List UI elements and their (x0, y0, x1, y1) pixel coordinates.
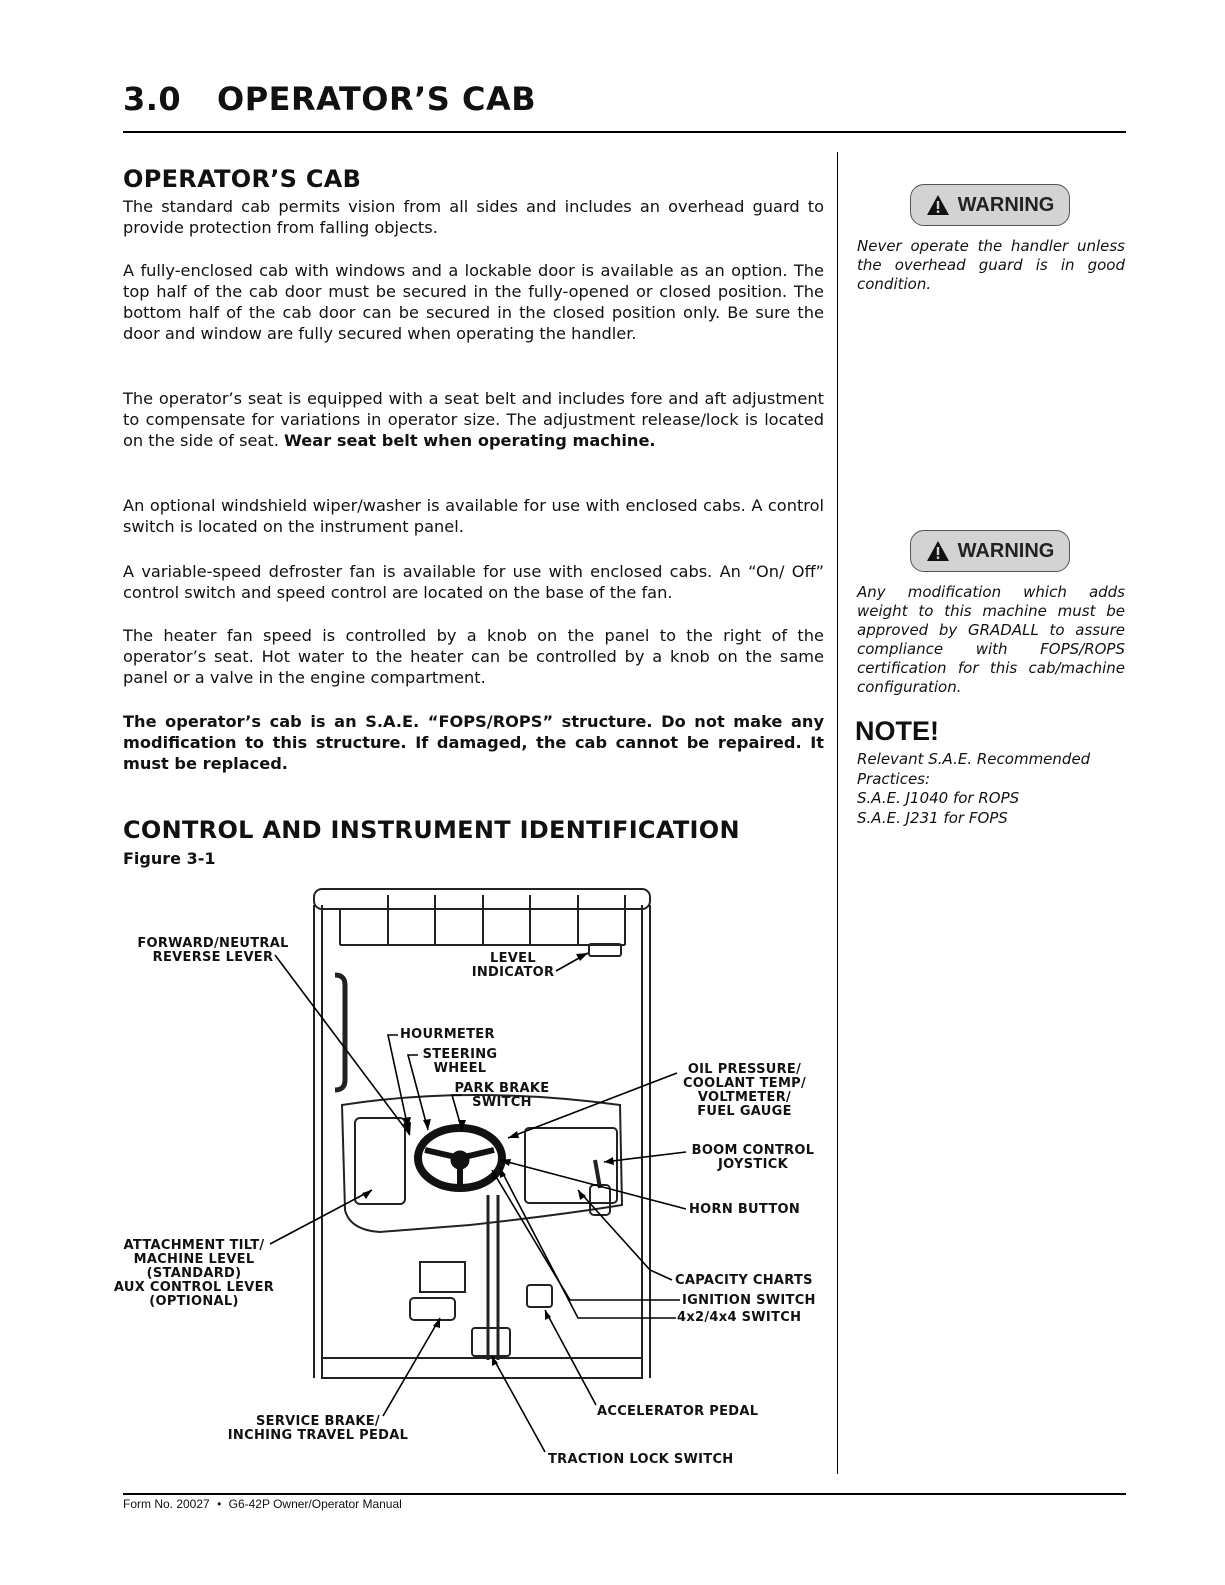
label-level-indicator (463, 952, 563, 980)
footer-separator: • (217, 1497, 222, 1511)
note-heading: NOTE! (855, 716, 939, 746)
label-ignition-switch: IGNITION SWITCH (682, 1293, 816, 1308)
label-line: REVERSE LEVER (152, 950, 274, 965)
label-line: INDICATOR (471, 965, 555, 980)
seat-belt-warning: Wear seat belt when operating machine. (284, 431, 656, 450)
cab-paragraph-5: A variable-speed defroster fan is available for use with enclosed cabs. An “On/ Off” control switch and speed control are located on the base of the fan. (123, 562, 824, 602)
note-line: Relevant S.A.E. Recommended (857, 750, 1091, 768)
label-line: COOLANT TEMP/ (682, 1076, 807, 1091)
label-boom-control-joystick (688, 1144, 818, 1172)
section-number: 3.0 (123, 80, 182, 118)
label-line: BOOM CONTROL (691, 1143, 815, 1158)
traction-lock-pedal (472, 1328, 510, 1356)
note-line: S.A.E. J231 for FOPS (857, 808, 1008, 827)
label-4x2-4x4-switch: 4x2/4x4 SWITCH (677, 1310, 802, 1325)
right-cab-post (642, 905, 650, 1378)
label-horn-button: HORN BUTTON (689, 1202, 801, 1217)
note-line: Practices: (857, 769, 931, 788)
section-title-text: OPERATOR’S CAB (217, 80, 537, 118)
footer-rule (123, 1493, 1126, 1495)
label-line: OIL PRESSURE/ (687, 1062, 802, 1077)
label-attachment-tilt (110, 1239, 278, 1309)
label-line: JOYSTICK (718, 1157, 788, 1172)
label-capacity-charts: CAPACITY CHARTS (675, 1273, 813, 1288)
cab-heading: OPERATOR’S CAB (123, 165, 362, 193)
label-line: WHEEL (433, 1061, 487, 1076)
steering-wheel-shape (418, 1128, 502, 1188)
label-forward-neutral-reverse-lever (133, 937, 293, 965)
seat-text: The operator’s seat is equipped with a seat belt and includes fore and aft adjustment to compensate for variations in operator size. The adjustment release/lock is located on the side of seat. (123, 389, 824, 450)
label-oil-pressure-gauges (677, 1063, 812, 1119)
brake-pedal-bracket (420, 1262, 465, 1292)
label-line: INCHING TRAVEL PEDAL (227, 1428, 409, 1443)
accelerator-pedal-shape (527, 1285, 552, 1307)
label-traction-lock-switch: TRACTION LOCK SWITCH (548, 1452, 734, 1467)
page-footer (123, 1497, 402, 1511)
note-line: S.A.E. J1040 for ROPS (857, 789, 1020, 807)
label-line: SERVICE BRAKE/ (256, 1414, 380, 1429)
label-line: PARK BRAKE (454, 1081, 550, 1096)
label-accelerator-pedal: ACCELERATOR PEDAL (597, 1404, 759, 1419)
label-line: FORWARD/NEUTRAL (137, 936, 289, 951)
label-line: (OPTIONAL) (149, 1294, 239, 1309)
label-line: LEVEL (490, 951, 536, 966)
cab-paragraph-1: The standard cab permits vision from all sides and includes an overhead guard to provide protection from falling objects. (123, 197, 824, 237)
cab-paragraph-4: An optional windshield wiper/washer is available for use with enclosed cabs. A control switch is located on the instrument panel. (123, 496, 824, 536)
label-line: SWITCH (472, 1095, 532, 1110)
warning-text-1: Never operate the handler unless the overhead guard is in good condition. (857, 237, 1125, 293)
grab-handle (335, 975, 345, 1090)
label-line: STEERING (422, 1047, 498, 1062)
label-service-brake-pedal (222, 1415, 414, 1443)
dashboard-outline (342, 1095, 622, 1232)
warning-text-2: Any modification which adds weight to this machine must be approved by GRADALL to assure compliance with FOPS/ROPS certification for this cab/machine configuration. (857, 583, 1125, 696)
label-line: VOLTMETER/ (697, 1090, 792, 1105)
warning-label-1: WARNING (957, 193, 1055, 216)
right-control-panel (525, 1128, 617, 1203)
footer-manual-title: G6-42P Owner/Operator Manual (228, 1497, 402, 1511)
joystick-base (590, 1185, 610, 1215)
label-line: (STANDARD) (146, 1266, 242, 1281)
service-brake-pedal (410, 1298, 455, 1320)
label-park-brake-switch (452, 1082, 552, 1110)
label-line: MACHINE LEVEL (133, 1252, 255, 1267)
fops-rops-warning: The operator’s cab is an S.A.E. “FOPS/ROPS” structure. Do not make any modification to this structure. If damaged, the cab cannot be repaired. It must be replaced. (123, 712, 824, 773)
label-steering-wheel (415, 1048, 505, 1076)
warning-label-2: WARNING (957, 539, 1055, 562)
label-line: AUX CONTROL LEVER (113, 1280, 275, 1295)
controls-heading: CONTROL AND INSTRUMENT IDENTIFICATION (123, 816, 740, 844)
label-line: ATTACHMENT TILT/ (123, 1238, 265, 1253)
left-control-panel (355, 1118, 405, 1204)
cab-floor (322, 1358, 642, 1378)
cab-paragraph-6: The heater fan speed is controlled by a knob on the panel to the right of the operator’s seat. Hot water to the heater can be controlled by a knob on the same panel or a valve in the engine compartment. (123, 626, 824, 687)
label-hourmeter: HOURMETER (400, 1027, 495, 1042)
left-cab-post (314, 905, 322, 1378)
label-line: FUEL GAUGE (697, 1104, 792, 1119)
figure-caption: Figure 3-1 (123, 849, 216, 868)
footer-form-number: Form No. 20027 (123, 1497, 210, 1511)
cab-paragraph-2: A fully-enclosed cab with windows and a lockable door is available as an option. The top half of the cab door must be secured in the fully-opened or closed position. The bottom half of the cab door can be secured in the closed position only. Be sure the door and window are fully secured when operating the handler. (123, 261, 824, 343)
